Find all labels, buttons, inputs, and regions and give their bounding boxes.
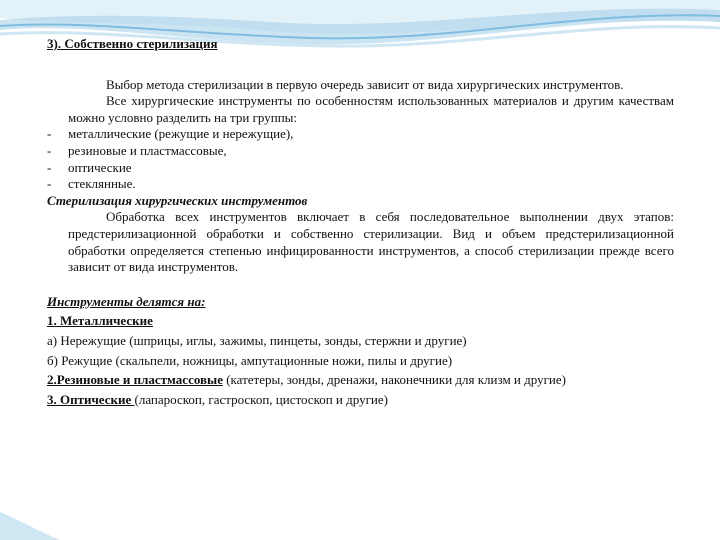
optical-text: (лапароскоп, гастроскоп, цистоскоп и другие) — [134, 391, 388, 407]
metal-item-a: а) Нережущие (шприцы, иглы, зажимы, пинцеты, зонды, стержни и другие) — [47, 332, 467, 348]
group-label: оптические — [68, 159, 132, 175]
group-label: металлические (режущие и нережущие), — [68, 126, 294, 142]
metal-item-b: б) Режущие (скальпели, ножницы, ампутационные ножи, пилы и другие) — [47, 352, 453, 368]
rubber-text: (катетеры, зонды, дренажи, наконечники для клизм и другие) — [222, 372, 566, 388]
list-item — [47, 176, 674, 193]
metal-title: 1. Металлические — [47, 313, 153, 329]
rubber-item — [47, 372, 674, 389]
list-item — [47, 126, 674, 143]
bullet-dash: - — [47, 176, 52, 192]
optical-item — [47, 392, 674, 409]
bullet-dash: - — [47, 142, 52, 158]
sterilization-subheading: Стерилизация хирургических инструментов — [47, 192, 308, 208]
intro-paragraph-2: Все хирургические инструменты по особенностям использованных материалов и другим качествам можно условно разделить на три группы: — [68, 93, 674, 125]
section-heading: 3). Собственно стерилизация — [47, 36, 218, 51]
document-body — [47, 36, 674, 411]
rubber-title: 2.Резиновые и пластмассовые — [47, 372, 223, 388]
optical-title: 3. Оптические — [47, 391, 135, 407]
intro-paragraph-1: Выбор метода стерилизации в первую очередь зависит от вида хирургических инструментов. — [106, 76, 624, 92]
list-item — [47, 143, 674, 160]
bullet-dash: - — [47, 126, 52, 142]
list-item — [47, 160, 674, 177]
group-label: стеклянные. — [68, 176, 136, 192]
divided-title: Инструменты делятся на: — [47, 293, 206, 309]
group-label: резиновые и пластмассовые, — [68, 142, 227, 158]
processing-paragraph: Обработка всех инструментов включает в себя последовательное выполнении двух этапов: предстерилизационной обработки и собственно стерилизации. Вид и объем предстерилизационной обработки определяется степенью инфицированности инструментов, а способ стерилизации прежде всего зависит от вида инструментов. — [68, 209, 674, 275]
bullet-dash: - — [47, 159, 52, 175]
